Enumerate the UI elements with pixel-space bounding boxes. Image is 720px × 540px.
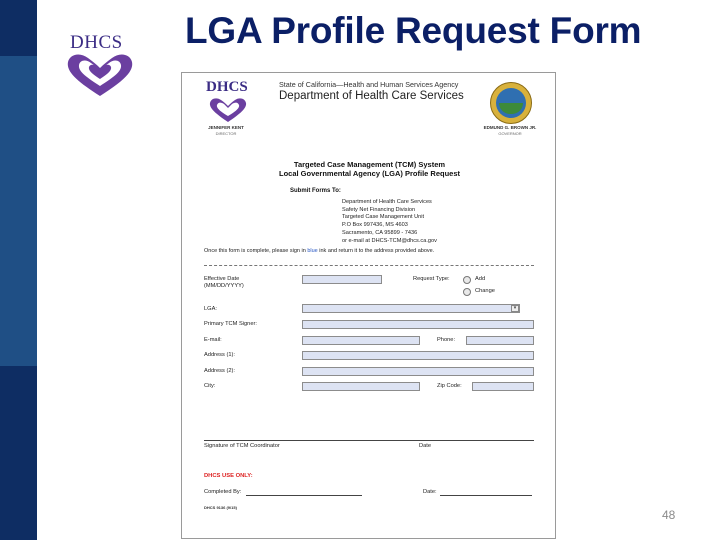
slide-sidebar: [0, 0, 37, 540]
phone-field[interactable]: [466, 336, 534, 345]
instruction-note: [204, 248, 434, 254]
signature-line: [204, 440, 534, 441]
address-line: Department of Health Care Services: [342, 199, 432, 205]
form-title-line2: Local Governmental Agency (LGA) Profile Request: [278, 169, 460, 178]
sidebar-segment: [0, 366, 37, 540]
city-field[interactable]: [302, 382, 420, 391]
governor-title: GOVERNOR: [498, 131, 522, 136]
address-line: or e-mail at DHCS-TCM@dhcs.ca.gov: [342, 237, 437, 244]
dashed-divider: [204, 265, 534, 266]
form-number: DHCS 9136 (9/15): [204, 505, 237, 510]
chevron-down-icon[interactable]: ▾: [511, 305, 519, 312]
logo-text: DHCS: [70, 32, 123, 53]
dhcs-use-only: DHCS USE ONLY:: [204, 473, 253, 479]
lga-dropdown[interactable]: [302, 304, 520, 313]
note-pre: Once this form is complete, please sign in: [204, 248, 308, 254]
signer-field[interactable]: [302, 320, 534, 329]
radio-add[interactable]: [463, 276, 471, 284]
radio-change-label: Change: [475, 288, 495, 294]
director-title: DIRECTOR: [215, 131, 237, 136]
page-number: 48: [662, 508, 676, 522]
completed-by-line: [246, 495, 362, 496]
effective-date-field[interactable]: [302, 275, 382, 284]
sidebar-segment: [0, 56, 37, 366]
signature-date-label: Date: [419, 443, 432, 449]
email-label: E-mail:: [204, 337, 222, 343]
doc-logo-text: DHCS: [206, 79, 248, 95]
note-blue: blue: [307, 248, 318, 254]
zip-label: Zip Code:: [437, 383, 462, 389]
city-label: City:: [204, 383, 216, 389]
request-type-label: Request Type:: [413, 276, 450, 282]
address-line: Sacramento, CA 95899 - 7436: [342, 229, 418, 236]
agency-line: State of California—Health and Human Services Agency: [279, 80, 459, 89]
doc-heart-icon: [208, 97, 248, 123]
address-line: Targeted Case Management Unit: [342, 214, 425, 221]
form-title-line1: Targeted Case Management (TCM) System: [293, 160, 446, 169]
email-field[interactable]: [302, 336, 420, 345]
governor-name: EDMUND G. BROWN JR.: [483, 125, 537, 130]
form-document: [181, 72, 556, 539]
sidebar-segment: [0, 0, 37, 56]
slide-title: LGA Profile Request Form: [185, 10, 642, 51]
address1-label: Address (1):: [204, 352, 235, 358]
signature-label: Signature of TCM Coordinator: [204, 443, 280, 449]
address2-field[interactable]: [302, 367, 534, 376]
completed-date-line: [440, 495, 532, 496]
address1-field[interactable]: [302, 351, 534, 360]
effective-date-format: (MM/DD/YYYY): [204, 283, 244, 289]
signer-label: Primary TCM Signer:: [204, 321, 257, 327]
dhcs-logo: [62, 28, 138, 100]
submit-address: [342, 199, 437, 245]
zip-field[interactable]: [472, 382, 534, 391]
lga-label: LGA:: [204, 306, 217, 312]
address2-label: Address (2):: [204, 368, 235, 374]
heart-hands-icon: [64, 52, 136, 98]
director-name: JENNIFER KENT: [208, 125, 244, 130]
address-line: Safety Net Financing Division: [342, 206, 416, 213]
submit-label: Submit Forms To:: [290, 188, 341, 194]
radio-change[interactable]: [463, 288, 471, 296]
radio-add-label: Add: [475, 276, 486, 282]
note-post: ink and return it to the address provided above.: [317, 248, 435, 254]
department-name: Department of Health Care Services: [279, 90, 464, 102]
completed-by-label: Completed By:: [204, 489, 242, 495]
phone-label: Phone:: [437, 337, 456, 343]
address-line: P.O Box 997436, MS 4603: [342, 222, 408, 229]
effective-date-label: Effective Date: [204, 276, 240, 282]
completed-date-label: Date:: [423, 489, 437, 495]
